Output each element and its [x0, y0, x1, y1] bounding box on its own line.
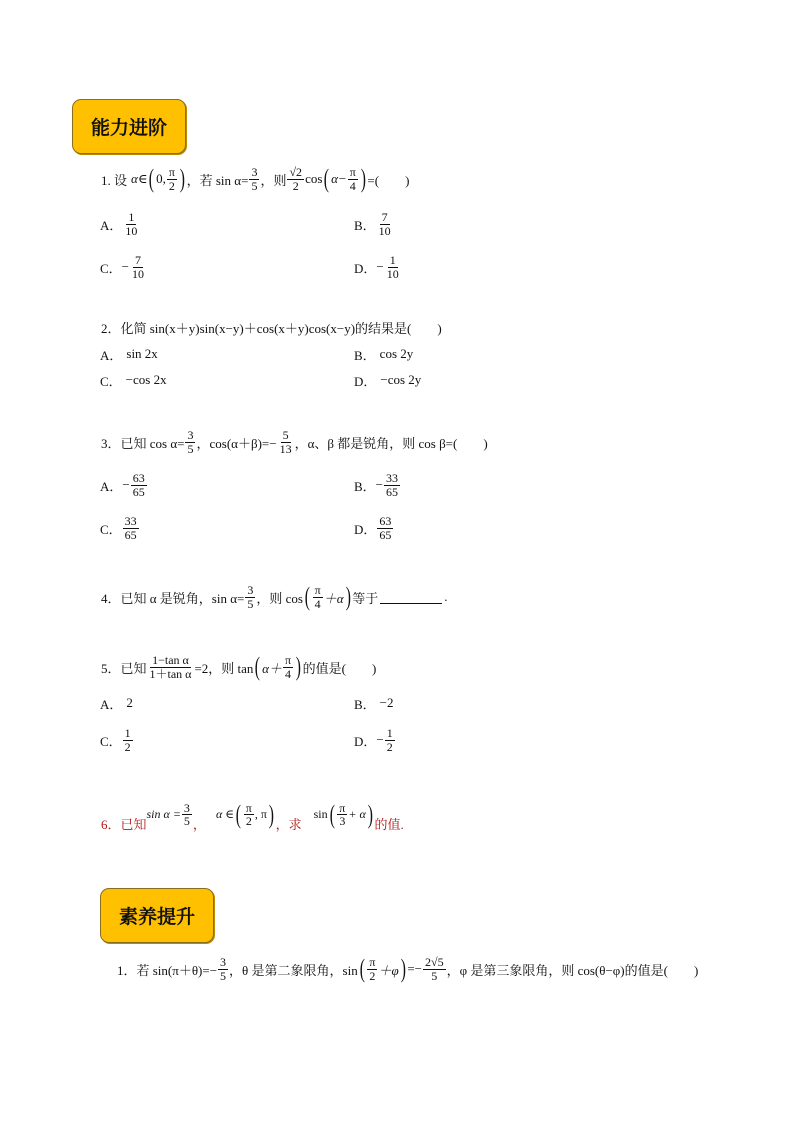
q4-answer-blank[interactable] [380, 591, 442, 604]
option-letter: B． [354, 478, 376, 494]
p1-plus-phi: ＋φ [378, 962, 399, 978]
frac-den: 2 [292, 178, 299, 193]
option-letter: A． [100, 347, 123, 363]
option-letter: D． [354, 521, 377, 537]
q4-frac [245, 584, 255, 610]
option-letter: C． [100, 373, 122, 389]
frac-den: 65 [386, 484, 399, 499]
frac-den: 10 [386, 266, 399, 281]
q4-mid: ，则 cos [256, 590, 303, 606]
frac-den: 4 [284, 666, 291, 681]
frac-den: 65 [132, 484, 145, 499]
frac-num: π [339, 800, 346, 815]
frac-num: π [168, 164, 175, 179]
frac-den: 2 [369, 968, 376, 983]
p1-mid: ，θ 是第二象限角，sin [229, 962, 358, 978]
frac-den: 2 [168, 178, 175, 193]
option-letter: A． [100, 696, 123, 712]
q1-three-fifths [249, 166, 259, 192]
option-letter: C． [100, 733, 122, 749]
option-letter: D． [354, 373, 377, 389]
option-text: −2 [379, 695, 394, 710]
q3-option-a[interactable] [100, 468, 148, 502]
q1-pi-over-2 [167, 166, 177, 192]
q2-option-d[interactable] [354, 371, 421, 389]
option-letter: A． [100, 478, 123, 494]
option-text: cos 2y [379, 346, 414, 361]
frac-num: π [284, 652, 291, 667]
frac-num: √2 [289, 164, 303, 179]
p1-pi-over-2 [367, 956, 377, 982]
question-2 [101, 318, 442, 336]
q5-alpha-plus: α＋ [262, 660, 282, 676]
option-fraction [377, 211, 393, 237]
frac-num: 63 [379, 513, 392, 528]
frac-den: 4 [314, 596, 321, 611]
frac-den: 4 [349, 178, 356, 193]
frac-num: 33 [124, 513, 137, 528]
q1-option-b[interactable] [354, 207, 394, 241]
q6-close-paren: ) [268, 799, 274, 829]
p1-eq: =− [407, 961, 422, 976]
q6-close-paren-2: ) [367, 799, 373, 829]
q1-if-sin: ，若 sin α= [186, 172, 249, 188]
frac-den: 65 [379, 527, 392, 542]
frac-num: 1 [124, 725, 131, 740]
q2-option-b[interactable] [354, 345, 413, 363]
problem-1 [117, 950, 698, 988]
q5-pi-over-4 [283, 654, 293, 680]
q1-pi-over-4 [348, 166, 358, 192]
option-text: −cos 2x [125, 372, 167, 387]
q6-plus-alpha: + α [348, 807, 366, 822]
option-fraction [123, 211, 139, 237]
frac-den: 5 [431, 968, 438, 983]
option-fraction [377, 515, 393, 541]
p1-frac-1 [218, 956, 228, 982]
frac-den: 65 [124, 527, 137, 542]
option-letter: B． [354, 217, 376, 233]
section-title: 能力进阶 [90, 117, 167, 139]
frac-num: π [349, 164, 356, 179]
option-sign: − [376, 259, 384, 274]
frac-den: 10 [132, 266, 145, 281]
q5-tail: 的值是( ) [302, 660, 377, 676]
q6-sin-alpha: sin α = [146, 807, 181, 822]
frac-num: 1 [128, 209, 135, 224]
q6-sin: sin [313, 807, 328, 822]
p1-frac-2 [423, 956, 446, 982]
question-6 [101, 792, 404, 836]
option-text: sin 2x [126, 346, 158, 361]
frac-num: π [314, 582, 321, 597]
option-letter: B． [354, 696, 376, 712]
q5-close-paren: ) [295, 652, 301, 681]
q1-alpha-minus: α− [331, 171, 347, 186]
q6-sin-alpha-group [147, 802, 193, 828]
option-letter: D． [354, 733, 377, 749]
p1-open-paren: ( [359, 954, 365, 983]
q4-end: . [444, 589, 448, 604]
q1-option-a[interactable] [100, 207, 140, 241]
q5-option-d[interactable] [354, 722, 396, 758]
question-5 [101, 648, 376, 686]
q3-option-b[interactable] [354, 468, 401, 502]
q6-tail: 的值. [374, 817, 404, 832]
option-letter: C． [100, 260, 122, 276]
q1-cos: cos [305, 171, 323, 186]
q1-zero: 0, [156, 171, 166, 186]
q6-alpha-range [215, 799, 276, 829]
q6-prefix: 6．已知 [101, 817, 147, 832]
q4-prefix: 4．已知 α 是锐角，sin α= [101, 590, 245, 606]
q1-option-c[interactable] [100, 250, 147, 284]
q4-open-paren: ( [304, 582, 310, 611]
question-3 [101, 424, 488, 460]
option-sign: − [376, 732, 384, 747]
q5-open-paren: ( [255, 652, 261, 681]
q1-tail: =( ) [367, 172, 410, 188]
q5-eq: =2，则 tan [194, 660, 254, 676]
question-1 [101, 160, 409, 198]
option-fraction [123, 515, 139, 541]
q4-close-paren: ) [345, 582, 351, 611]
frac-den: 1＋tan α [149, 666, 192, 681]
option-fraction [130, 254, 146, 280]
frac-num: 3 [220, 954, 227, 969]
q5-option-a[interactable] [100, 694, 133, 712]
option-sign: − [122, 477, 130, 492]
option-sign: − [121, 259, 130, 274]
section-badge-ability [72, 99, 186, 154]
frac-num: 33 [386, 470, 399, 485]
option-fraction [131, 472, 147, 498]
q6-open-paren-2: ( [329, 799, 335, 829]
q4-pi-over-4 [313, 584, 323, 610]
frac-num: 2√5 [424, 954, 444, 969]
q4-plus-alpha: ＋α [323, 590, 344, 606]
q6-open-paren: ( [235, 799, 242, 829]
frac-num: 3 [251, 164, 258, 179]
option-letter: A． [100, 217, 123, 233]
q5-option-b[interactable] [354, 694, 394, 712]
frac-num: 3 [247, 582, 254, 597]
option-sign: − [375, 477, 384, 492]
option-letter: C． [100, 521, 122, 537]
frac-den: 10 [125, 223, 138, 238]
q1-sqrt2-over-2 [287, 166, 304, 192]
q6-comma1: ， [192, 817, 206, 832]
frac-den: 5 [183, 814, 190, 829]
frac-den: 3 [339, 814, 346, 829]
q5-option-c[interactable] [100, 722, 134, 758]
q5-prefix: 5．已知 [101, 660, 147, 676]
q6-frac [182, 802, 192, 828]
section-title: 素养提升 [118, 906, 195, 928]
q3-option-d[interactable] [354, 511, 394, 545]
option-text: 2 [126, 695, 133, 710]
question-4 [101, 579, 447, 615]
frac-den: 5 [251, 178, 258, 193]
p1-close-paren: ) [400, 954, 406, 983]
q4-tail: 等于 [352, 590, 379, 606]
option-fraction [384, 472, 400, 498]
frac-den: 5 [187, 441, 194, 456]
option-letter: B． [354, 347, 376, 363]
q6-alpha-in: α ∈ [215, 807, 235, 822]
frac-num: 1−tan α [152, 652, 189, 667]
q1-close-paren: ) [179, 164, 185, 193]
frac-num: π [369, 954, 376, 969]
frac-num: 7 [135, 252, 142, 267]
frac-num: 1 [386, 725, 393, 740]
q3-prefix: 3．已知 cos α= [101, 435, 185, 451]
frac-den: 10 [378, 223, 391, 238]
q6-pi-end: , π [254, 807, 267, 822]
frac-num: 7 [381, 209, 388, 224]
frac-den: 2 [124, 739, 131, 754]
q3-mid: ，cos(α＋β)=− [196, 435, 277, 451]
frac-den: 2 [245, 814, 252, 829]
q1-close-paren-2: ) [360, 164, 366, 193]
section-badge-literacy [100, 888, 214, 943]
q1-prefix: 1. 设 [101, 172, 128, 188]
q1-open-paren: ( [149, 164, 155, 193]
frac-num: 5 [282, 427, 289, 442]
frac-num: 3 [187, 427, 194, 442]
frac-num: π [245, 800, 252, 815]
q1-option-d[interactable] [354, 250, 402, 284]
p1-prefix: 1．若 sin(π＋θ)=− [117, 962, 218, 978]
frac-den: 5 [247, 596, 254, 611]
option-fraction [385, 727, 395, 753]
option-fraction [123, 727, 133, 753]
q1-then: ，则 [260, 172, 287, 188]
q1-alpha-in: α∈ [131, 171, 148, 186]
frac-den: 5 [220, 968, 227, 983]
q6-pi-over-3 [337, 802, 347, 828]
q3-frac-1 [185, 429, 195, 455]
p1-tail: ，φ 是第三象限角，则 cos(θ−φ)的值是( ) [446, 962, 699, 978]
q3-frac-2 [278, 429, 294, 455]
q3-tail: ，α、β 都是锐角，则 cos β=( ) [294, 435, 488, 451]
option-fraction [385, 254, 401, 280]
frac-den: 2 [386, 739, 393, 754]
option-letter: D． [354, 260, 377, 276]
frac-num: 3 [183, 800, 190, 815]
frac-num: 1 [389, 252, 396, 267]
q3-option-c[interactable] [100, 511, 140, 545]
q5-tan-fraction [148, 654, 194, 680]
frac-den: 13 [279, 441, 292, 456]
q6-comma2: ，求 [275, 817, 302, 832]
frac-num: 63 [132, 470, 145, 485]
option-text: −cos 2y [380, 372, 422, 387]
q6-sin-expr [313, 799, 375, 829]
q1-open-paren-2: ( [324, 164, 330, 193]
q2-option-c[interactable] [100, 371, 167, 389]
q6-pi-over-2 [244, 802, 254, 828]
q2-option-a[interactable] [100, 345, 158, 363]
q2-text: 2．化简 sin(x＋y)sin(x−y)＋cos(x＋y)cos(x−y)的结果是( ) [101, 320, 442, 336]
